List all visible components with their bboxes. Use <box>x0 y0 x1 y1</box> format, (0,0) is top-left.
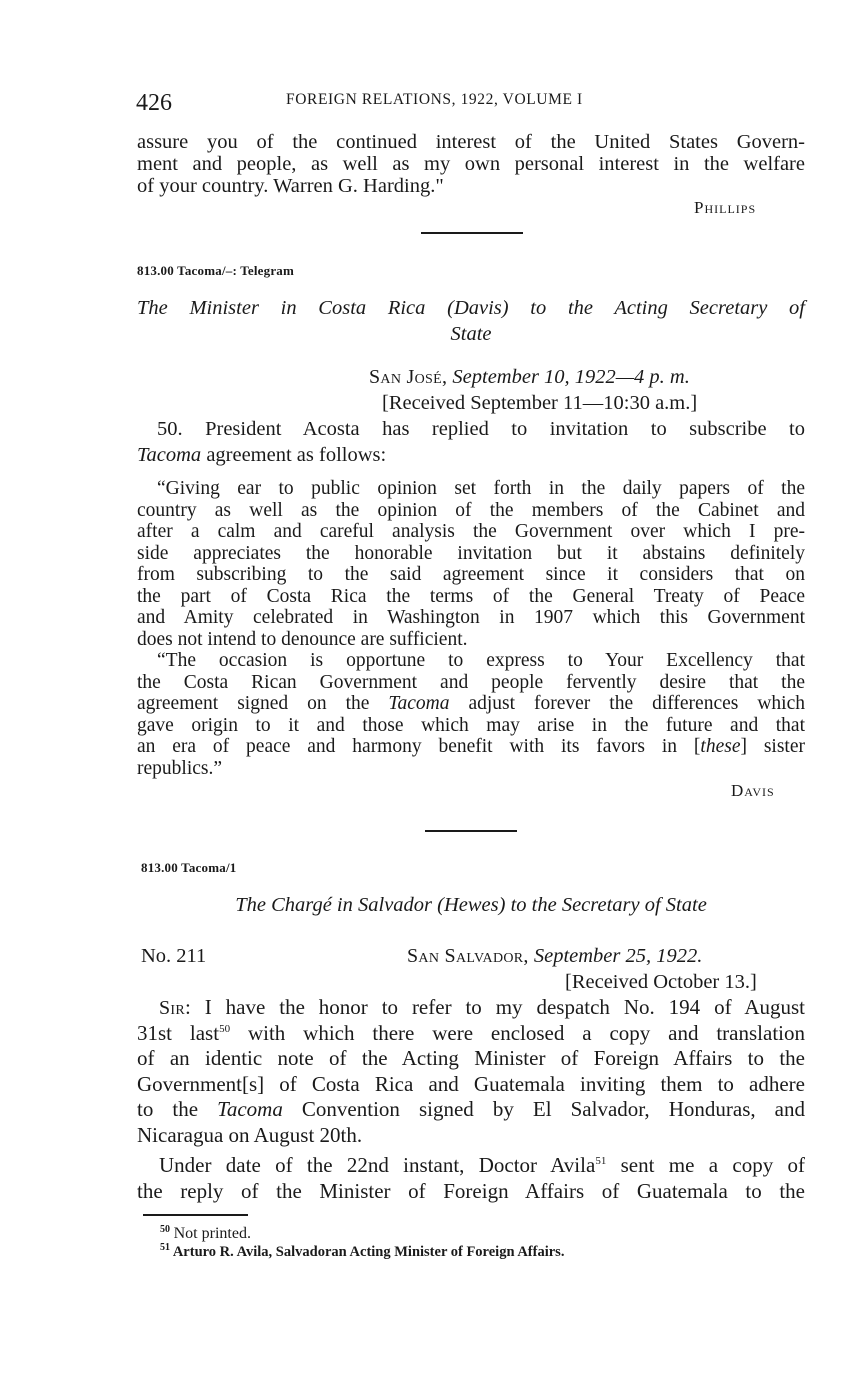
text-line <box>137 1097 805 1123</box>
despatch-paragraph-2 <box>137 1153 805 1204</box>
footnote-text: Arturo R. Avila, Salvadoran Acting Minister of Foreign Affairs. <box>172 1243 565 1260</box>
text-line: from subscribing to the said agreement since it considers that on <box>137 564 805 585</box>
text-line: republics.” <box>137 757 223 779</box>
dateline-place: San Salvador, <box>407 945 529 967</box>
footnote-51 <box>160 1242 564 1261</box>
text-line: ment and people, as well as my own personal interest in the welfare <box>137 153 805 175</box>
document-heading-continued: State <box>450 323 492 345</box>
text-fragment: to the <box>137 1097 218 1121</box>
text-line <box>137 1021 805 1047</box>
text-fragment: Under date of the 22nd instant, Doctor Avila <box>159 1153 596 1177</box>
text-line: 50. President Acosta has replied to invitation to subscribe to <box>157 418 805 440</box>
footnote-text: Not printed. <box>173 1224 251 1242</box>
text-line: assure you of the continued interest of the United States Govern- <box>137 131 805 153</box>
received-note: [Received October 13.] <box>565 971 757 993</box>
text-line <box>137 693 805 715</box>
text-fragment: an era of peace and harmony benefit with its favors in [ <box>137 736 701 757</box>
footnote-reference[interactable]: 50 <box>219 1022 231 1035</box>
text-line: “Giving ear to public opinion set forth in the daily papers of the <box>157 478 805 499</box>
text-line: does not intend to denounce are sufficient. <box>137 628 468 650</box>
footnote-reference[interactable]: 51 <box>595 1155 607 1167</box>
text-line: side appreciates the honorable invitation but it abstains definitely <box>137 542 805 564</box>
text-fragment: : I have the honor to refer to my despatch No. 194 of August <box>185 995 805 1019</box>
text-line: “The occasion is opportune to express to Your Excellency that <box>157 650 805 671</box>
text-line: of an identic note of the Acting Minister of Foreign Affairs to the <box>137 1046 805 1070</box>
despatch-number: No. 211 <box>141 945 207 967</box>
signature-davis: Davis <box>731 781 775 800</box>
text-line: country as well as the opinion of the members of the Cabinet and <box>137 499 805 521</box>
text-line: of your country. Warren G. Harding." <box>137 175 444 197</box>
footnote-mark: 51 <box>160 1242 170 1253</box>
footnote-rule <box>143 1214 248 1216</box>
running-head-title: FOREIGN RELATIONS, 1922, VOLUME I <box>286 91 583 108</box>
text-line <box>137 736 805 758</box>
opening-paragraph <box>137 131 805 197</box>
text-fragment: agreement signed on the <box>137 693 389 714</box>
text-fragment: Convention signed by El Salvador, Honduras, and <box>282 1097 805 1121</box>
text-fragment: agreement as follows: <box>201 443 387 466</box>
text-line: Nicaragua on August 20th. <box>137 1122 363 1147</box>
dateline <box>369 366 690 389</box>
dateline-date: September 10, 1922—4 p. m. <box>452 366 690 388</box>
text-fragment: 31st last <box>137 1020 220 1045</box>
document-heading <box>137 295 805 321</box>
signature-phillips: Phillips <box>694 198 757 217</box>
text-fragment: ] sister <box>740 736 806 757</box>
despatch-paragraph-1 <box>137 995 805 1148</box>
italic-term: Tacoma <box>137 443 202 466</box>
text-line: the part of Costa Rica the terms of the General Treaty of Peace <box>137 585 805 607</box>
dateline <box>407 945 702 968</box>
salutation: Sir <box>159 997 186 1019</box>
text-line <box>137 995 805 1021</box>
section-divider <box>421 232 523 234</box>
heading-line: The Minister in Costa Rica (Davis) to the Acting Secretary of <box>137 297 805 319</box>
text-line: and Amity celebrated in Washington in 1907 which this Government <box>137 607 805 628</box>
file-reference: 813.00 Tacoma/–: Telegram <box>137 263 295 278</box>
text-line: the reply of the Minister of Foreign Affairs of Guatemala to the <box>137 1178 805 1203</box>
file-reference: 813.00 Tacoma/1 <box>141 860 237 875</box>
footnote-50 <box>160 1224 251 1243</box>
text-line: the Costa Rican Government and people fervently desire that the <box>137 671 805 693</box>
text-fragment: adjust forever the differences which <box>449 693 806 714</box>
text-fragment: sent me a copy of <box>606 1153 805 1177</box>
text-line: after a calm and careful analysis the Government over which I pre- <box>137 521 805 542</box>
text-fragment: with which there were enclosed a copy and translation <box>230 1020 805 1045</box>
italic-term: Tacoma <box>388 693 450 714</box>
dateline-place: San José, <box>369 366 448 388</box>
page-number: 426 <box>136 90 172 116</box>
dateline-date: September 25, 1922. <box>533 945 703 967</box>
footnote-mark: 50 <box>160 1224 170 1235</box>
text-line <box>137 443 805 469</box>
quoted-reply <box>137 478 805 779</box>
received-note: [Received September 11—10:30 a.m.] <box>382 392 698 414</box>
section-divider <box>425 830 517 832</box>
text-line: gave origin to it and those which may arise in the future and that <box>137 714 805 736</box>
text-line: Government[s] of Costa Rica and Guatemala inviting them to adhere <box>137 1071 805 1096</box>
text-line <box>137 1153 805 1179</box>
document-heading: The Chargé in Salvador (Hewes) to the Secretary of State <box>235 894 707 916</box>
telegram-paragraph <box>137 417 805 468</box>
italic-term: Tacoma <box>217 1097 283 1121</box>
italic-term: these <box>700 736 741 757</box>
